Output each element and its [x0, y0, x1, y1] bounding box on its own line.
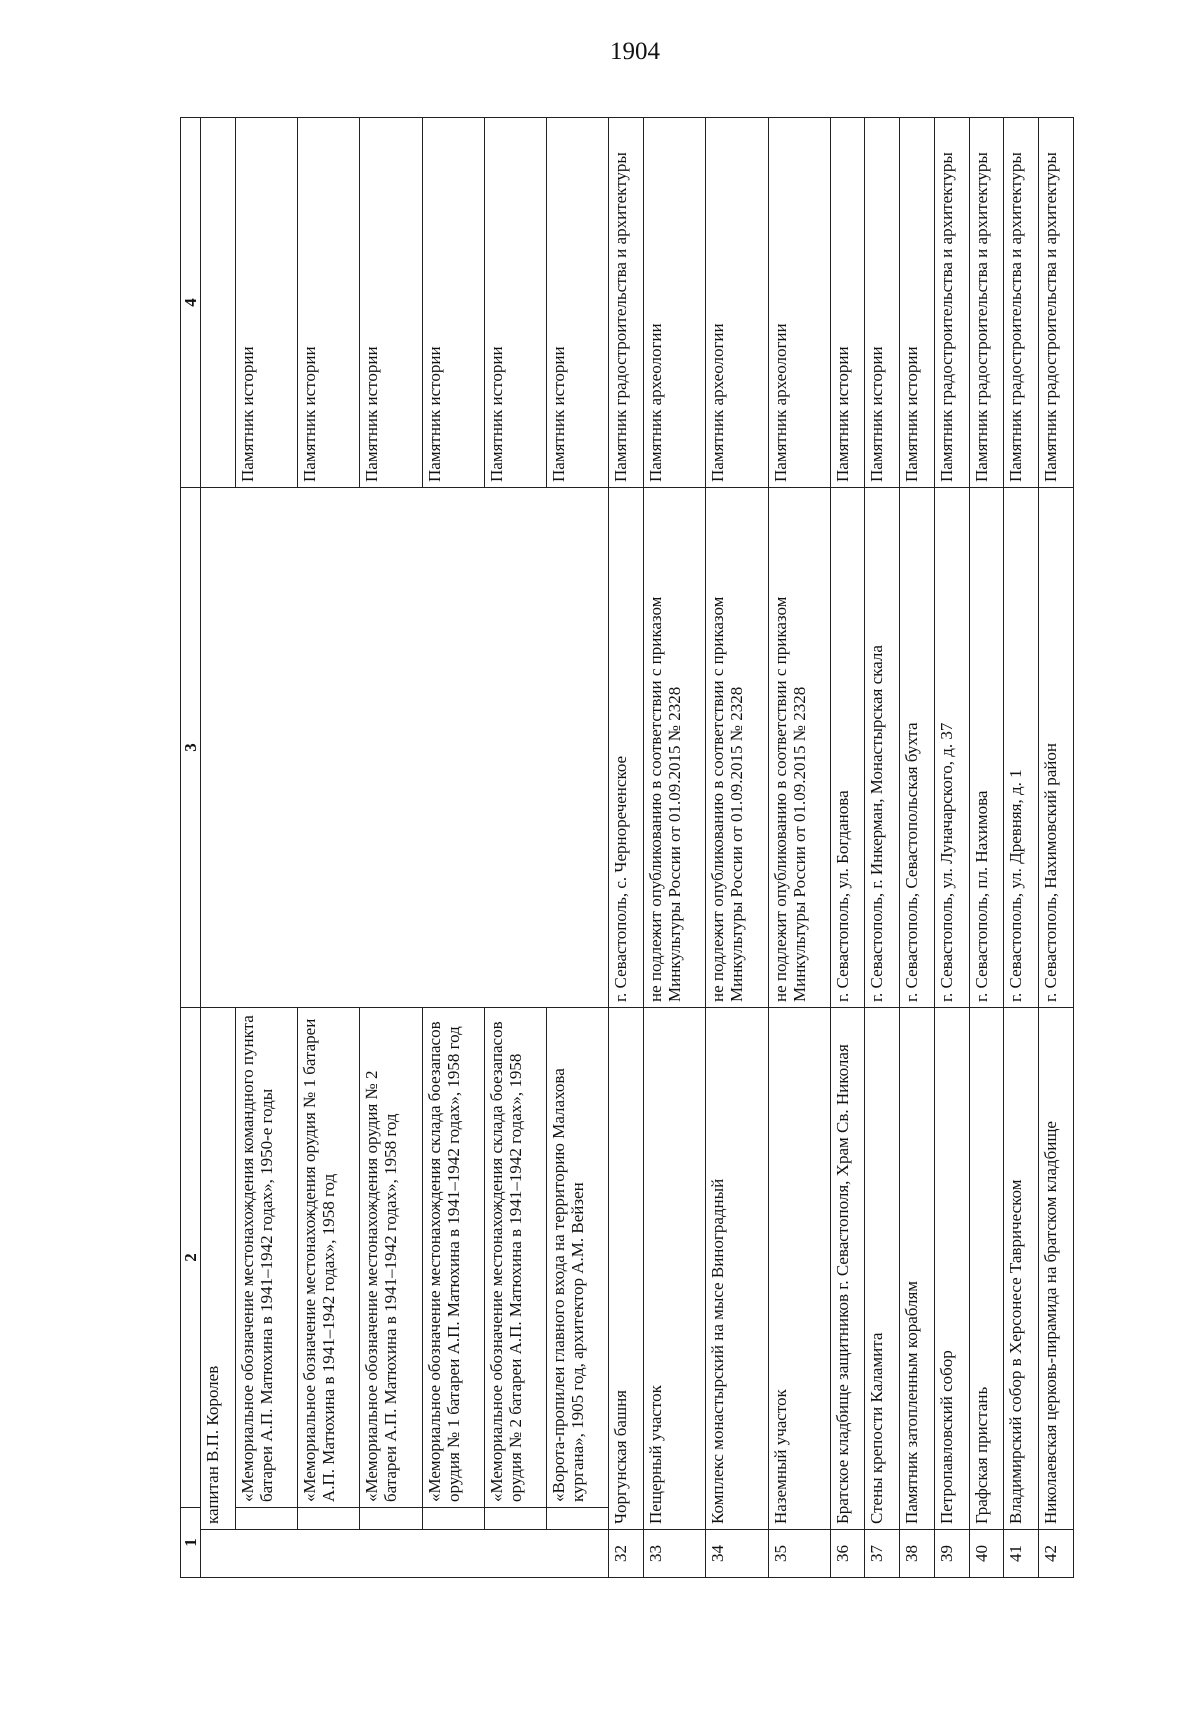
table-row: [934, 118, 969, 1578]
object-location: не подлежит опубликованию в соответствии с приказом Минкультуры России от 01.09.2015 № 2328: [706, 488, 768, 1008]
object-category: Памятник археологии: [644, 118, 706, 488]
header-col-1: 1: [181, 1508, 201, 1578]
object-category: Памятник градостроительства и архитектуры: [969, 118, 1004, 488]
sub-item-category: Памятник истории: [547, 118, 609, 488]
table-row: [865, 118, 900, 1578]
object-category: Памятник археологии: [706, 118, 768, 488]
object-location: г. Севастополь, с. Чернореченское: [609, 488, 644, 1008]
object-location: г. Севастополь, Севастопольская бухта: [900, 488, 935, 1008]
header-col-2: 2: [181, 1008, 201, 1508]
sub-item-name: «Мемориальное обозначение местонахождения орудия № 2 батареи А.П. Матюхина в 1941–1942 годах», 1958 год: [360, 1008, 422, 1508]
object-location: не подлежит опубликованию в соответствии с приказом Минкультуры России от 01.09.2015 № 2328: [768, 488, 830, 1008]
object-location: г. Севастополь, ул. Луначарского, д. 37: [934, 488, 969, 1008]
row-number: 42: [1039, 1530, 1074, 1578]
sub-item-name: «Ворота-пропилеи главного входа на территорию Малахова кургана», 1905 год, архитектор А.М. Вейзен: [547, 1008, 609, 1508]
sub-item-name: «Мемориальное обозначение местонахождения склада боезапасов орудия № 2 батареи А.П. Матюхина в 1941–1942 годах», 1958: [484, 1008, 546, 1508]
continuation-number-cell: [201, 1530, 609, 1578]
table-row: [900, 118, 935, 1578]
sub-item-indent: [484, 1508, 546, 1530]
object-category: Памятник градостроительства и архитектуры: [1039, 118, 1074, 488]
row-number: 36: [830, 1530, 865, 1578]
object-name: Наземный участок: [768, 1008, 830, 1530]
object-name: Пещерный участок: [644, 1008, 706, 1530]
table-row: [830, 118, 865, 1578]
object-name: Братское кладбище защитников г. Севастополя, Храм Св. Николая: [830, 1008, 865, 1530]
object-name: Владимирский собор в Херсонесе Таврическом: [1004, 1008, 1039, 1530]
table-row: [609, 118, 644, 1578]
table-row: [969, 118, 1004, 1578]
object-name: Петропавловский собор: [934, 1008, 969, 1530]
object-category: Памятник археологии: [768, 118, 830, 488]
sub-item-category: Памятник истории: [298, 118, 360, 488]
header-col-4: 4: [181, 118, 201, 488]
rotated-table-wrapper: [180, 118, 1074, 1578]
object-name: Графская пристань: [969, 1008, 1004, 1530]
sub-item-indent: [360, 1508, 422, 1530]
table-row: [768, 118, 830, 1578]
object-category: Памятник истории: [830, 118, 865, 488]
object-name: Чоргунская башня: [609, 1008, 644, 1530]
row-number: 38: [900, 1530, 935, 1578]
sub-item-category: Памятник истории: [484, 118, 546, 488]
object-name: Стены крепости Каламита: [865, 1008, 900, 1530]
header-row: [181, 118, 201, 1578]
sub-item-indent: [298, 1508, 360, 1530]
object-category: Памятник градостроительства и архитектуры: [934, 118, 969, 488]
object-location: г. Севастополь, г. Инкерман, Монастырская скала: [865, 488, 900, 1008]
continuation-row: [201, 118, 236, 1578]
rotated-page-area: [180, 118, 1074, 1578]
sub-item-category: Памятник истории: [422, 118, 484, 488]
object-name: Памятник затопленным кораблям: [900, 1008, 935, 1530]
object-category: Памятник истории: [865, 118, 900, 488]
table-row: [706, 118, 768, 1578]
table-row: [1004, 118, 1039, 1578]
object-location: г. Севастополь, ул. Древняя, д. 1: [1004, 488, 1039, 1008]
page-number: 1904: [610, 38, 660, 65]
header-col-3: 3: [181, 488, 201, 1008]
row-number: 33: [644, 1530, 706, 1578]
row-number: 37: [865, 1530, 900, 1578]
continuation-category: [201, 118, 236, 488]
row-number: 39: [934, 1530, 969, 1578]
table-row: [644, 118, 706, 1578]
sub-item-name: «Мемориальное обозначение местонахождения склада боезапасов орудия № 1 батареи А.П. Матюхина в 1941–1942 годах», 1958 год: [422, 1008, 484, 1508]
sub-item-indent: [547, 1508, 609, 1530]
sub-item-name: «Мемориальное обозначение местонахождения командного пункта батареи А.П. Матюхина в 1941–1942 годах», 1950-е годы: [235, 1008, 297, 1508]
object-location: г. Севастополь, ул. Богданова: [830, 488, 865, 1008]
monuments-table: [180, 117, 1074, 1578]
object-category: Памятник градостроительства и архитектуры: [1004, 118, 1039, 488]
object-category: Памятник истории: [900, 118, 935, 488]
sub-item-category: Памятник истории: [360, 118, 422, 488]
row-number: 32: [609, 1530, 644, 1578]
sub-item-name: «Мемориальное бозначение местонахождения орудия № 1 батареи А.П. Матюхина в 1941–1942 годах», 1958 год: [298, 1008, 360, 1508]
row-number: 41: [1004, 1530, 1039, 1578]
continuation-location-cell: [201, 488, 609, 1008]
row-number: 40: [969, 1530, 1004, 1578]
object-name: Комплекс монастырский на мысе Виноградный: [706, 1008, 768, 1530]
object-location: не подлежит опубликованию в соответствии с приказом Минкультуры России от 01.09.2015 № 2328: [644, 488, 706, 1008]
object-location: г. Севастополь, Нахимовский район: [1039, 488, 1074, 1008]
row-number: 35: [768, 1530, 830, 1578]
continuation-name: капитан В.П. Королев: [201, 1008, 236, 1530]
object-name: Николаевская церковь-пирамида на братском кладбище: [1039, 1008, 1074, 1530]
sub-item-indent: [422, 1508, 484, 1530]
sub-item-indent: [235, 1508, 297, 1530]
table-row: [1039, 118, 1074, 1578]
row-number: 34: [706, 1530, 768, 1578]
sub-item-category: Памятник истории: [235, 118, 297, 488]
object-category: Памятник градостроительства и архитектуры: [609, 118, 644, 488]
object-location: г. Севастополь, пл. Нахимова: [969, 488, 1004, 1008]
